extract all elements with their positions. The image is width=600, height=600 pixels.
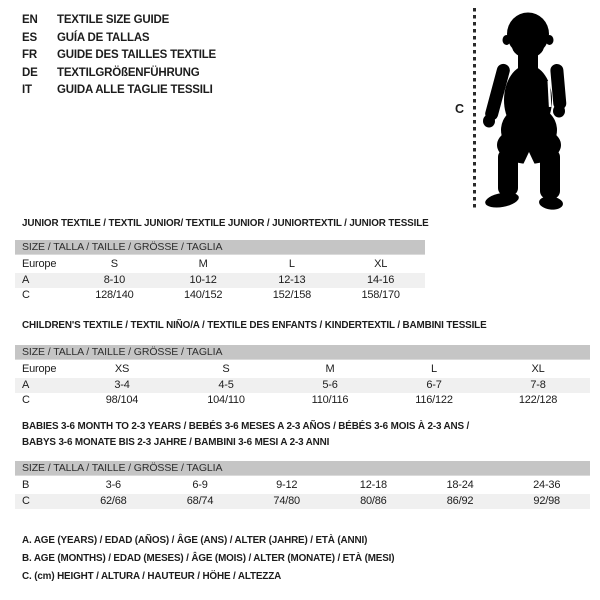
row-label: C: [22, 494, 30, 507]
footnote-a: A. AGE (YEARS) / EDAD (AÑOS) / ÂGE (ANS) / ALTER (JAHRE) / ETÀ (ANNI): [22, 534, 368, 546]
table-row-age: [15, 378, 590, 394]
table-row-height: [15, 393, 590, 409]
row-label: Europe: [22, 258, 57, 270]
lang-title: TEXTILE SIZE GUIDE: [57, 14, 170, 26]
height-value: 152/158: [272, 289, 312, 301]
age-value: 8-10: [103, 273, 125, 286]
size-value: L: [431, 363, 437, 375]
age-value: 14-16: [367, 273, 395, 286]
footnote-c: C. (cm) HEIGHT / ALTURA / HAUTEUR / HÖHE / ALTEZZA: [22, 570, 282, 582]
babies-title-line2: BABYS 3-6 MONATE BIS 2-3 JAHRE / BAMBINI 3-6 MESI A 2-3 ANNI: [22, 436, 330, 448]
age-value: 7-8: [530, 378, 546, 391]
lang-title: GUIDA ALLE TAGLIE TESSILI: [57, 84, 213, 96]
size-value: XL: [531, 363, 545, 375]
months-value: 6-9: [192, 479, 208, 491]
age-value: 12-13: [278, 273, 306, 286]
age-value: 10-12: [189, 273, 217, 286]
height-value: 122/128: [518, 394, 558, 406]
junior-table-title: JUNIOR TEXTILE / TEXTIL JUNIOR/ TEXTILE JUNIOR / JUNIORTEXTIL / JUNIOR TESSILE: [22, 217, 429, 229]
row-label: Europe: [22, 363, 57, 375]
table-row-height: [15, 288, 425, 304]
height-value: 98/104: [105, 394, 139, 406]
language-title-list: [22, 12, 216, 100]
height-value: 62/68: [100, 494, 127, 507]
size-header-row: SIZE / TALLA / TAILLE / GRÖSSE / TAGLIA: [15, 345, 590, 360]
lang-row-de: [22, 65, 216, 83]
size-value: L: [288, 258, 295, 270]
lang-title: TEXTILGRÖßENFÜHRUNG: [57, 66, 200, 79]
size-value: M: [198, 258, 208, 270]
size-value: S: [222, 363, 230, 375]
junior-size-table: [15, 240, 425, 304]
lang-row-fr: [22, 47, 216, 65]
row-label: A: [22, 273, 30, 286]
lang-row-en: [22, 12, 216, 30]
height-value: 80/86: [360, 494, 387, 507]
size-header-row: SIZE / TALLA / TAILLE / GRÖSSE / TAGLIA: [15, 240, 425, 255]
height-value: 140/152: [183, 289, 223, 301]
table-row-height: [15, 494, 590, 510]
lang-code: EN: [22, 14, 38, 26]
size-value: M: [325, 363, 335, 375]
size-value: S: [110, 258, 118, 270]
babies-title-line1: BABIES 3-6 MONTH TO 2-3 YEARS / BEBÉS 3-6 MESES A 2-3 AÑOS / BÉBÉS 3-6 MOIS À 2-3 ANS /: [22, 420, 470, 432]
height-value: 158/170: [361, 289, 400, 301]
age-value: 4-5: [218, 378, 234, 391]
table-row-europe: [15, 257, 425, 273]
lang-code: IT: [22, 84, 32, 96]
babies-table-title: [22, 418, 469, 450]
children-size-table: [15, 345, 590, 409]
lang-title: GUIDE DES TAILLES TEXTILE: [57, 49, 216, 61]
babies-size-table: [15, 461, 590, 509]
height-measure-label: C: [455, 102, 465, 116]
table-row-europe: [15, 362, 590, 378]
age-value: 6-7: [426, 378, 442, 391]
height-value: 86/92: [446, 494, 474, 507]
row-label: C: [22, 289, 30, 301]
table-row-months: [15, 478, 590, 494]
height-value: 110/116: [311, 394, 349, 406]
months-value: 18-24: [446, 479, 474, 491]
lang-row-it: [22, 82, 216, 100]
size-value: XL: [374, 258, 388, 270]
age-value: 5-6: [322, 378, 338, 391]
lang-code: ES: [22, 31, 37, 44]
height-value: 74/80: [273, 494, 300, 507]
row-label: C: [22, 394, 30, 406]
footnote-b: B. AGE (MONTHS) / EDAD (MESES) / ÂGE (MOIS) / ALTER (MONATE) / ETÀ (MESI): [22, 552, 395, 564]
lang-code: FR: [22, 49, 37, 61]
row-label: A: [22, 378, 30, 391]
row-label: B: [22, 479, 30, 491]
height-value: 68/74: [186, 494, 214, 507]
months-value: 9-12: [276, 479, 298, 491]
height-value: 128/140: [95, 289, 134, 301]
size-header-row: SIZE / TALLA / TAILLE / GRÖSSE / TAGLIA: [15, 461, 590, 476]
months-value: 3-6: [105, 479, 121, 491]
lang-code: DE: [22, 66, 38, 79]
footnote-legend: [22, 531, 418, 585]
age-value: 3-4: [114, 378, 130, 391]
baby-silhouette-icon: [478, 9, 578, 211]
lang-row-es: [22, 30, 216, 48]
height-dashed-line: [473, 8, 476, 209]
table-row-age: [15, 273, 425, 289]
children-table-title: CHILDREN'S TEXTILE / TEXTIL NIÑO/A / TEXTILE DES ENFANTS / KINDERTEXTIL / BAMBINI TESSILE: [22, 319, 487, 331]
lang-title: GUÍA DE TALLAS: [57, 31, 150, 44]
height-value: 116/122: [415, 394, 453, 406]
size-value: XS: [114, 363, 130, 375]
height-value: 104/110: [207, 394, 245, 406]
height-value: 92/98: [533, 494, 560, 507]
months-value: 24-36: [533, 479, 561, 491]
months-value: 12-18: [359, 479, 387, 491]
